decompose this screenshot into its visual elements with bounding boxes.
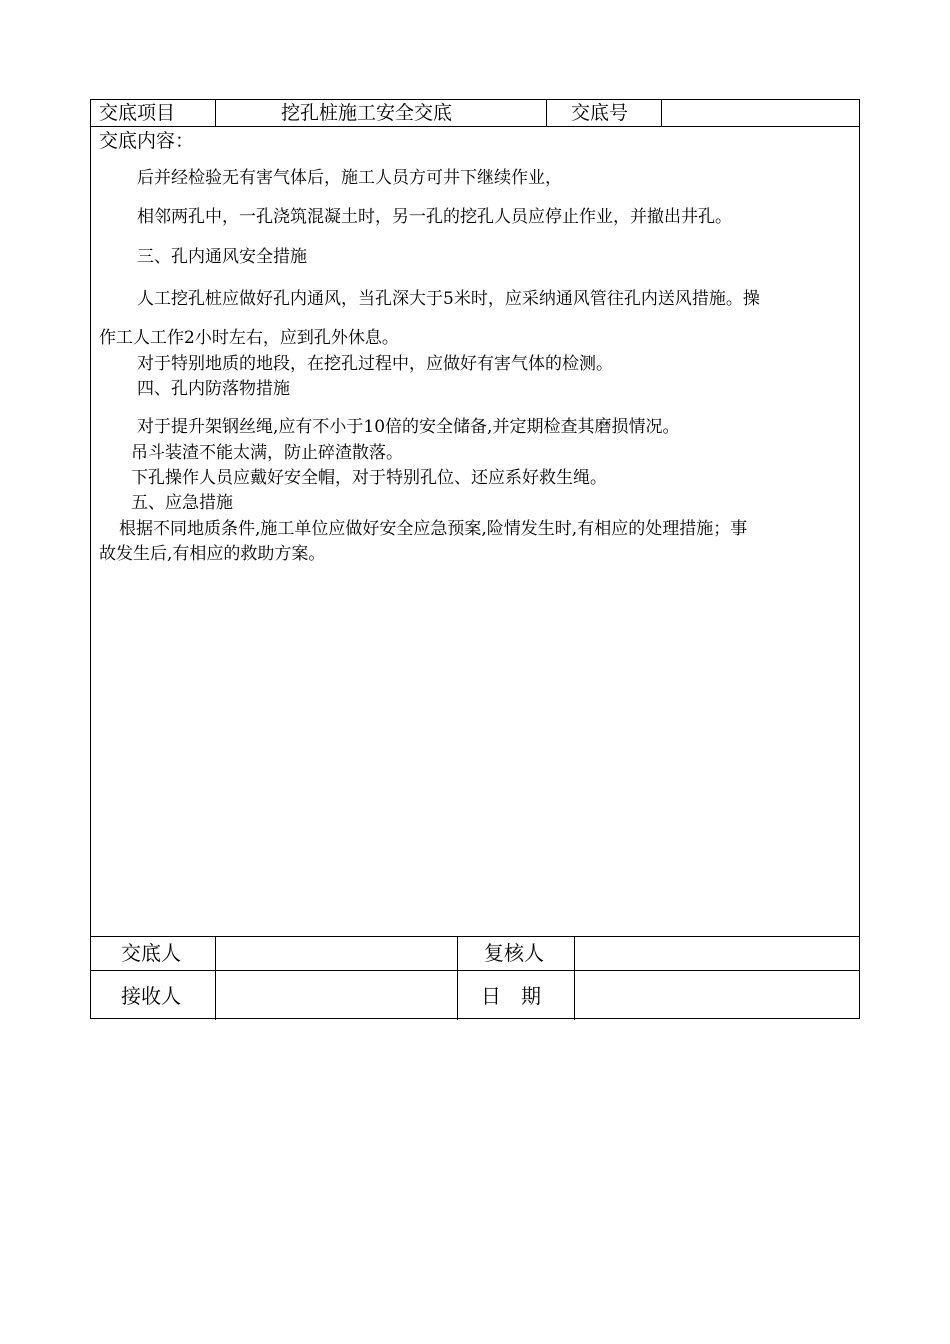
project-title: 挖孔桩施工安全交底 [281, 102, 453, 124]
content-line: 人工挖孔桩应做好孔内通风，当孔深大于5米时，应采纳通风管往孔内送风措施。操 [137, 289, 760, 309]
header-col-divider [546, 100, 547, 126]
section-heading-ventilation: 三、孔内通风安全措施 [137, 247, 307, 267]
header-divider [91, 126, 859, 127]
header-col-divider [661, 100, 662, 126]
presenter-label: 交底人 [121, 941, 181, 965]
footer-divider [91, 936, 859, 937]
footer-col-divider [574, 936, 575, 1020]
section-heading-emergency: 五、应急措施 [131, 493, 233, 513]
reviewer-label: 复核人 [484, 941, 544, 965]
content-line: 对于提升架钢丝绳,应有不小于10倍的安全储备,并定期检查其磨损情况。 [137, 417, 680, 437]
project-label: 交底项目 [99, 102, 176, 124]
content-heading: 交底内容： [99, 130, 195, 152]
receiver-label: 接收人 [121, 984, 181, 1008]
footer-col-divider [215, 936, 216, 1020]
section-heading-falling-objects: 四、孔内防落物措施 [137, 379, 290, 399]
footer-row-divider [91, 970, 859, 971]
content-line: 故发生后,有相应的救助方案。 [99, 544, 326, 564]
content-line: 下孔操作人员应戴好安全帽，对于特别孔位、还应系好救生绳。 [131, 468, 607, 488]
content-line: 作工人工作2小时左右，应到孔外休息。 [99, 328, 399, 348]
number-label: 交底号 [571, 102, 629, 124]
content-line: 吊斗装渣不能太满，防止碎渣散落。 [131, 443, 403, 463]
footer-col-divider [457, 936, 458, 1020]
content-line: 相邻两孔中，一孔浇筑混凝土时，另一孔的挖孔人员应停止作业，并撤出井孔。 [137, 207, 732, 227]
header-col-divider [215, 100, 216, 126]
content-line: 后并经检验无有害气体后，施工人员方可井下继续作业， [137, 168, 562, 188]
content-line: 对于特别地质的地段，在挖孔过程中，应做好有害气体的检测。 [137, 354, 613, 374]
content-line: 根据不同地质条件,施工单位应做好安全应急预案,险情发生时,有相应的处理措施；事 [119, 519, 748, 539]
disclosure-form [90, 99, 860, 1019]
date-label: 日 期 [481, 984, 541, 1008]
